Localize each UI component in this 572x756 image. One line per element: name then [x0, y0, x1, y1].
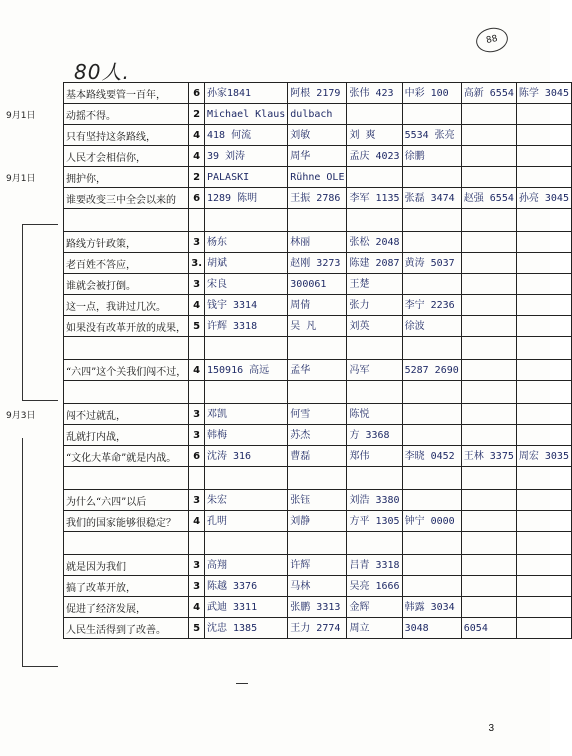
signature-cell [402, 381, 461, 404]
signature-cell [461, 555, 516, 576]
text-line: 人民才会相信你， [64, 146, 189, 167]
table-row [64, 618, 572, 639]
signature-cell: 许辉 3318 [205, 316, 288, 337]
signature-cell [402, 232, 461, 253]
text-line: 拥护你， [64, 167, 189, 188]
signature-cell [516, 295, 571, 316]
count-cell: 3. [189, 253, 205, 274]
signature-cell [516, 360, 571, 381]
count-cell [189, 209, 205, 232]
signature-cell [461, 146, 516, 167]
signature-cell: 王楚 [347, 274, 402, 295]
text-line [64, 337, 189, 360]
signature-cell [402, 337, 461, 360]
signature-cell: 王力 2774 [288, 618, 347, 639]
signature-cell: 39 刘涛 [205, 146, 288, 167]
signature-cell [402, 404, 461, 425]
signature-cell [461, 253, 516, 274]
signature-cell: 周华 [288, 146, 347, 167]
signature-cell: 周立 [347, 618, 402, 639]
signature-cell: 邓凯 [205, 404, 288, 425]
signature-cell [288, 381, 347, 404]
signature-cell: 刘敏 [288, 125, 347, 146]
signature-cell: 马林 [288, 576, 347, 597]
text-line: 动摇不得。 [64, 104, 189, 125]
signature-cell [516, 404, 571, 425]
signature-cell [288, 467, 347, 490]
signature-cell: 赵强 6554 [461, 188, 516, 209]
signature-cell [205, 337, 288, 360]
table-row [64, 209, 572, 232]
signature-cell: 张鹏 3313 [288, 597, 347, 618]
signature-cell: 吴 凡 [288, 316, 347, 337]
signature-cell: dulbach [288, 104, 347, 125]
signature-cell [516, 511, 571, 532]
signature-cell: 阿根 2179 [288, 83, 347, 104]
table-row [64, 337, 572, 360]
count-cell [189, 381, 205, 404]
date-mark: 9月1日 [6, 111, 36, 121]
signature-cell [461, 490, 516, 511]
count-cell: 3 [189, 404, 205, 425]
margin-tick [22, 666, 58, 667]
signature-cell [402, 425, 461, 446]
signature-cell: 沈涛 316 [205, 446, 288, 467]
signature-cell: 武迪 3311 [205, 597, 288, 618]
signature-cell: 孙家1841 [205, 83, 288, 104]
table-row [64, 555, 572, 576]
signature-cell: 胡斌 [205, 253, 288, 274]
signature-cell: 孙亮 3045 [516, 188, 571, 209]
signature-cell [347, 167, 402, 188]
signature-cell [516, 253, 571, 274]
count-cell: 5 [189, 316, 205, 337]
signature-cell [461, 425, 516, 446]
signature-cell [516, 490, 571, 511]
signature-cell: 高翔 [205, 555, 288, 576]
text-line: 人民生活得到了改善。 [64, 618, 189, 639]
signature-cell [461, 167, 516, 188]
signature-cell [516, 274, 571, 295]
table-row [64, 232, 572, 253]
signature-cell [516, 425, 571, 446]
count-cell: 3 [189, 555, 205, 576]
table-row [64, 467, 572, 490]
count-cell: 4 [189, 511, 205, 532]
signature-cell: Michael Klaus [205, 104, 288, 125]
signature-cell [402, 490, 461, 511]
table-row [64, 446, 572, 467]
table-row [64, 167, 572, 188]
signature-cell: 刘英 [347, 316, 402, 337]
signature-cell: 郑伟 [347, 446, 402, 467]
signature-cell [516, 381, 571, 404]
signature-cell [461, 576, 516, 597]
signature-cell [402, 532, 461, 555]
text-line: 搞了改革开放， [64, 576, 189, 597]
signature-cell: 张松 2048 [347, 232, 402, 253]
signature-cell [347, 381, 402, 404]
signature-cell: 孔明 [205, 511, 288, 532]
text-line: 闯不过就乱， [64, 404, 189, 425]
signature-cell: 刘静 [288, 511, 347, 532]
signature-cell: 杨东 [205, 232, 288, 253]
text-line [64, 209, 189, 232]
signature-cell [205, 209, 288, 232]
signature-cell: 徐波 [402, 316, 461, 337]
signature-cell: 韩梅 [205, 425, 288, 446]
signature-cell [461, 232, 516, 253]
table-row [64, 274, 572, 295]
signature-cell: 陈建 2087 [347, 253, 402, 274]
signature-cell: 刘浩 3380 [347, 490, 402, 511]
table-row [64, 425, 572, 446]
count-cell: 2 [189, 104, 205, 125]
signature-grid [63, 82, 572, 639]
signature-cell: 孟庆 4023 [347, 146, 402, 167]
text-line: 谁要改变三中全会以来的 [64, 188, 189, 209]
table-row [64, 295, 572, 316]
signature-cell: 刘 爽 [347, 125, 402, 146]
text-line: 老百姓不答应， [64, 253, 189, 274]
text-line [64, 532, 189, 555]
signature-cell: 张磊 3474 [402, 188, 461, 209]
signature-cell [461, 104, 516, 125]
signature-cell: 高新 6554 [461, 83, 516, 104]
signature-cell: 宋良 [205, 274, 288, 295]
signature-cell [516, 209, 571, 232]
signature-cell [516, 555, 571, 576]
signature-cell: 曹磊 [288, 446, 347, 467]
table-row [64, 490, 572, 511]
signature-cell: 王振 2786 [288, 188, 347, 209]
text-line: 为什么“六四”以后 [64, 490, 189, 511]
signature-cell [402, 576, 461, 597]
signature-cell [402, 467, 461, 490]
signature-cell: 张力 [347, 295, 402, 316]
signature-cell [402, 209, 461, 232]
signature-cell: 朱宏 [205, 490, 288, 511]
table-row [64, 146, 572, 167]
signature-cell [461, 404, 516, 425]
table-row [64, 104, 572, 125]
signature-cell: 陈悦 [347, 404, 402, 425]
table-row [64, 316, 572, 337]
signature-cell [516, 104, 571, 125]
text-line: 促进了经济发展， [64, 597, 189, 618]
signature-cell: 李晓 0452 [402, 446, 461, 467]
signature-cell: 吴亮 1666 [347, 576, 402, 597]
signature-cell: PALASKI [205, 167, 288, 188]
signature-cell [461, 125, 516, 146]
table-row [64, 83, 572, 104]
signature-cell: 赵刚 3273 [288, 253, 347, 274]
signature-cell: Rühne OLE [288, 167, 347, 188]
signature-cell [461, 337, 516, 360]
signature-cell: 5534 张亮 [402, 125, 461, 146]
text-line: “文化大革命”就是内战。 [64, 446, 189, 467]
signature-cell [402, 555, 461, 576]
margin-tick [22, 400, 58, 401]
count-cell: 2 [189, 167, 205, 188]
table-row [64, 188, 572, 209]
signature-cell: 418 何流 [205, 125, 288, 146]
signature-cell [288, 532, 347, 555]
text-line: 乱就打内战， [64, 425, 189, 446]
signature-cell: 何雪 [288, 404, 347, 425]
signature-cell [516, 125, 571, 146]
margin-tick [22, 224, 58, 225]
signature-cell [402, 167, 461, 188]
signature-cell: 3048 [402, 618, 461, 639]
table-row [64, 597, 572, 618]
signature-cell [347, 337, 402, 360]
signature-cell: 金辉 [347, 597, 402, 618]
signature-cell [461, 381, 516, 404]
signature-cell [461, 360, 516, 381]
text-line: 这一点，我讲过几次。 [64, 295, 189, 316]
margin-bracket-upper [22, 224, 23, 400]
count-cell [189, 467, 205, 490]
signature-cell: 张伟 423 [347, 83, 402, 104]
count-cell: 3 [189, 576, 205, 597]
signature-cell [402, 274, 461, 295]
signature-cell: 方平 1305 [347, 511, 402, 532]
signature-cell: 孟华 [288, 360, 347, 381]
count-cell [189, 337, 205, 360]
signature-cell [402, 104, 461, 125]
signature-cell [347, 467, 402, 490]
signature-cell: 6054 [461, 618, 516, 639]
signature-cell [205, 381, 288, 404]
signature-cell: 冯军 [347, 360, 402, 381]
table-row [64, 381, 572, 404]
signature-cell [461, 597, 516, 618]
count-cell: 4 [189, 125, 205, 146]
signature-cell [347, 532, 402, 555]
signature-cell [288, 209, 347, 232]
text-line: 谁就会被打倒。 [64, 274, 189, 295]
count-cell: 4 [189, 295, 205, 316]
signature-cell [461, 467, 516, 490]
signature-cell: 周倩 [288, 295, 347, 316]
signature-cell [461, 209, 516, 232]
date-mark: 9月1日 [6, 174, 36, 184]
text-line: “六四”这个关我们闯不过， [64, 360, 189, 381]
count-cell: 4 [189, 146, 205, 167]
signature-cell: 李宁 2236 [402, 295, 461, 316]
page-number: 3 [488, 723, 494, 734]
signature-cell: 徐鹏 [402, 146, 461, 167]
signature-cell: 王林 3375 [461, 446, 516, 467]
signature-cell: 1289 陈明 [205, 188, 288, 209]
signature-cell [516, 576, 571, 597]
signature-cell: 许辉 [288, 555, 347, 576]
text-line: 路线方针政策， [64, 232, 189, 253]
signature-cell [516, 467, 571, 490]
count-cell: 6 [189, 446, 205, 467]
signature-cell: 5287 2690 [402, 360, 461, 381]
signature-cell: 苏杰 [288, 425, 347, 446]
signature-cell: 陈越 3376 [205, 576, 288, 597]
table-row [64, 125, 572, 146]
signature-cell: 周宏 3035 [516, 446, 571, 467]
footer-dash [236, 683, 248, 684]
signature-cell [288, 337, 347, 360]
signature-cell: 沈忠 1385 [205, 618, 288, 639]
count-cell: 4 [189, 597, 205, 618]
table-row [64, 511, 572, 532]
signature-cell: 吕青 3318 [347, 555, 402, 576]
signature-cell [205, 532, 288, 555]
signature-cell [461, 511, 516, 532]
text-line [64, 467, 189, 490]
signature-cell: 韩露 3034 [402, 597, 461, 618]
signature-cell [461, 316, 516, 337]
signature-cell [461, 274, 516, 295]
signature-cell: 钱宇 3314 [205, 295, 288, 316]
signature-cell: 钟宁 0000 [402, 511, 461, 532]
signature-cell [516, 597, 571, 618]
margin-bracket-lower [22, 438, 23, 666]
table-row [64, 360, 572, 381]
table-row [64, 532, 572, 555]
signature-cell: 150916 高远 [205, 360, 288, 381]
text-line: 就是因为我们 [64, 555, 189, 576]
signature-cell [516, 146, 571, 167]
count-cell: 4 [189, 360, 205, 381]
date-mark: 9月3日 [6, 411, 36, 421]
signature-cell [347, 104, 402, 125]
signature-cell: 黄涛 5037 [402, 253, 461, 274]
count-cell: 3 [189, 232, 205, 253]
text-line: 只有坚持这条路线， [64, 125, 189, 146]
handwritten-count-note: 80人. [74, 60, 130, 84]
signature-cell [461, 295, 516, 316]
signature-cell [516, 232, 571, 253]
count-cell [189, 532, 205, 555]
signature-cell [516, 167, 571, 188]
count-cell: 6 [189, 188, 205, 209]
signature-cell [516, 618, 571, 639]
count-cell: 6 [189, 83, 205, 104]
signature-cell [205, 467, 288, 490]
text-line: 基本路线要管一百年， [64, 83, 189, 104]
signature-cell: 陈学 3045 [516, 83, 571, 104]
table-row [64, 404, 572, 425]
signature-cell: 300061 [288, 274, 347, 295]
count-cell: 5 [189, 618, 205, 639]
signature-cell: 方 3368 [347, 425, 402, 446]
text-line: 我们的国家能够很稳定？ [64, 511, 189, 532]
text-line: 如果没有改革开放的成果， [64, 316, 189, 337]
signature-cell [347, 209, 402, 232]
table-row [64, 253, 572, 274]
table-row [64, 576, 572, 597]
signature-cell [461, 532, 516, 555]
signature-cell [516, 532, 571, 555]
signature-cell [516, 316, 571, 337]
circular-mark: 88 [474, 25, 510, 55]
text-line [64, 381, 189, 404]
signature-cell: 张钰 [288, 490, 347, 511]
count-cell: 3 [189, 274, 205, 295]
count-cell: 3 [189, 490, 205, 511]
signature-cell: 中彩 100 [402, 83, 461, 104]
signature-cell [516, 337, 571, 360]
count-cell: 3 [189, 425, 205, 446]
signature-cell: 李军 1135 [347, 188, 402, 209]
signature-cell: 林丽 [288, 232, 347, 253]
